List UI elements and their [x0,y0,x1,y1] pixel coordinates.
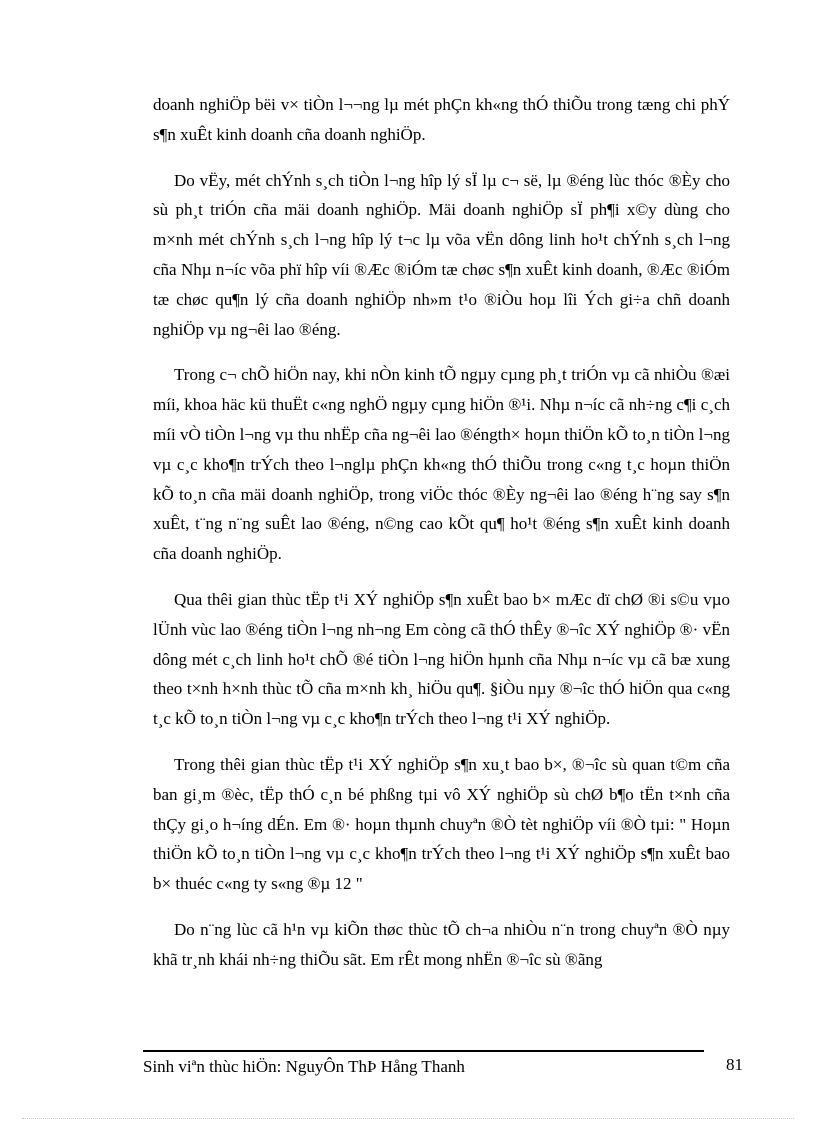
paragraph-6: Do n¨ng lùc cã h¹n vµ kiÕn thøc thùc tÕ ch¬a nhiÒu n¨n trong chuyªn ®Ò nµy khã tr¸nh khái nh÷ng thiÕu sãt. Em rÊt mong nhËn ®¬îc sù ®ãng [153,919,730,969]
page-number: 81 [726,1055,743,1074]
footer-divider [143,1050,704,1052]
paragraph-5: Trong thêi gian thùc tËp t¹i XÝ nghiÖp s¶n xu¸t bao b×, ®¬îc sù quan t©m cña ban gi¸m ®èc, tËp thÓ c¸n bé phßng tµi vô XÝ nghiÖp sù chØ b¶o tËn t×nh cña thÇy gi¸o h¬íng dÉn. Em ®· hoµn thµnh chuyªn ®Ò tèt nghiÖp víi ®Ò tµi: " Hoµn thiÖn kÕ to¸n tiÒn l¬ng vµ c¸c kho¶n trÝch theo l¬ng t¹i XÝ nghiÖp s¶n xuÊt bao b× thuéc c«ng ty s«ng ®µ 12 " [153,754,730,894]
page-edge-divider [22,1118,794,1119]
paragraph-2: Do vËy, mét chÝnh s¸ch tiÒn l¬ng hîp lý sÏ lµ c¬ së, lµ ®éng lùc thóc ®Èy cho sù ph¸t triÓn cña mäi doanh nghiÖp. Mäi doanh nghiÖp sÏ ph¶i x©y dùng cho m×nh mét chÝnh s¸ch l¬ng hîp lý t¬c lµ võa vËn dông linh ho¹t chÝnh s¸ch l¬ng cña Nhµ n¬íc võa phï hîp víi ®Æc ®iÓm tæ chøc s¶n xuÊt kinh doanh, ®Æc ®iÓm tæ chøc qu¶n lý cña doanh nghiÖp nh»m t¹o ®iÒu hoµ lîi Ých gi÷a chñ doanh nghiÖp vµ ng¬êi lao ®éng. [153,170,730,339]
paragraph-3: Trong c¬ chÕ hiÖn nay, khi nÒn kinh tÕ ngµy cµng ph¸t triÓn vµ cã nhiÒu ®æi míi, khoa häc kü thuËt c«ng nghÖ ngµy cµng hiÖn ®¹i. Nhµ n¬íc cã nh÷ng c¶i c¸ch míi vÒ tiÒn l¬ng vµ thu nhËp cña ng¬êi lao ®éngth× hoµn thiÖn kÕ to¸n tiÒn l¬ng vµ c¸c kho¶n trÝch theo l¬nglµ phÇn kh«ng thÓ thiÕu trong c«ng t¸c hoµn thiÖn kÕ to¸n cña mäi doanh nghiÖp, trong viÖc thóc ®Èy ng¬êi lao ®éng h¨ng say s¶n xuÊt, t¨ng n¨ng suÊt lao ®éng, n©ng cao kÕt qu¶ ho¹t ®éng s¶n xuÊt kinh doanh cña doanh nghiÖp. [153,365,730,564]
paragraph-4: Qua thêi gian thùc tËp t¹i XÝ nghiÖp s¶n xuÊt bao b× mÆc dï chØ ®i s©u vµo lÜnh vùc lao ®éng tiÒn l¬ng nh¬ng Em còng cã thÓ thÊy ®¬îc XÝ nghiÖp ®· vËn dông mét c¸ch linh ho¹t chÕ ®é tiÒn l¬ng hiÖn hµnh cña Nhµ n¬íc vµ cã bæ xung theo t×nh h×nh thùc tÕ cña m×nh kh¸ hiÖu qu¶. §iÒu nµy ®¬îc thÓ hiÖn qua c«ng t¸c kÕ to¸n tiÒn l¬ng vµ c¸c kho¶n trÝch theo l¬ng t¹i XÝ nghiÖp. [153,589,730,729]
footer-author: Sinh viªn thùc hiÖn: NguyÔn ThÞ Hång Thanh [143,1057,465,1076]
body-text [153,90,730,991]
paragraph-1: doanh nghiÖp bëi v× tiÒn l¬¬ng lµ mét phÇn kh«ng thÓ thiÕu trong tæng chi phÝ s¶n xuÊt kinh doanh cña doanh nghiÖp. [153,95,730,144]
